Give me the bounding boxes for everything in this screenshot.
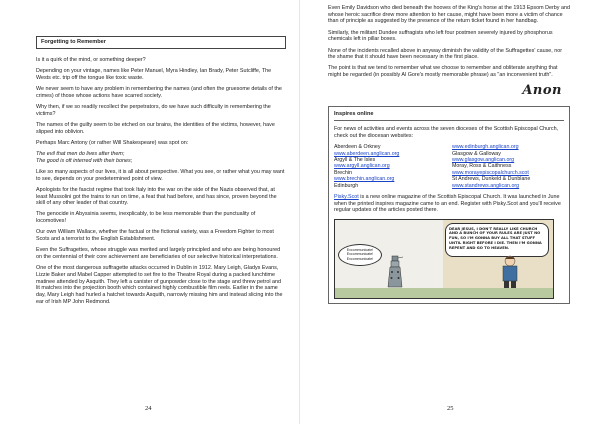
paragraph: Even Emily Davidson who died beneath the hooves of the King's horse at the 1913 Epsom Derby and whose heroic sacrifice drew more attention to her cause, might have been more a victim of chance than of principle as suggested by the presence of the return ticket found in her handbag. <box>328 5 570 25</box>
diocese-link[interactable]: www.glasgow.anglican.org <box>452 157 515 164</box>
inspires-online-box <box>328 106 570 303</box>
paragraph: Why then, if we so readily recollect the perpetrators, do we have such difficulty in remembering the victims? <box>36 104 271 117</box>
diocese-list <box>334 144 564 189</box>
inspires-intro: For news of activities and events across the seven dioceses of the Scottish Episcopal Church, check out the diocesan websites: <box>334 126 559 140</box>
person-speech-bubble: DEAR JESUS, I DON'T REALLY LIKE CHURCH AND A BUNCH OF YOUR RULES ARE JUST NO FUN, SO I'M GONNA BUY ALL THAT STUFF UNTIL RIGHT BEFORE I DIE. THEN I'M GONNA REPENT AND GO TO HEAVEN. <box>445 223 549 257</box>
diocese-link[interactable]: www.argyll.anglican.org <box>334 163 390 170</box>
dalek-icon <box>387 254 403 288</box>
diocese-link[interactable]: www.brechin.anglican.org <box>334 176 395 183</box>
paragraph: Apologists for the fascist regime that took Italy into the war on the side of the Nazis observed that, at least Mussolini got the trains to run on time, a feat that had before, and has since, proven beyond the skill of any other leader of that country. <box>36 186 277 207</box>
cartoon-image <box>334 219 554 299</box>
paragraph: The genocide in Abyssinia seems, inexplicably, to be less memorable than the punctuality of locomotives! <box>36 211 256 225</box>
paragraph: One of the most dangerous suffragette attacks occurred in Dublin in 1912. Mary Leigh, Gladys Evans, Lizzie Baker and Mabel Capper attempted to set fire to the Theatre Royal during a packed lunchtime matinee attended by Asquith. They left a canister of gunpowder close to the stage and threw petrol and lit matches into the projection booth which contained highly combustible film reels. Earlier in the same day, Mary Leigh had hurled a hatchet towards Asquith, narrowly missing him and instead slicing into the ear of Irish MP John Redmond. <box>36 265 283 305</box>
section-header-forgetting: Forgetting to Remember <box>36 36 286 49</box>
paragraph: We never seem to have any problem in remembering the names (and often the gruesome details of the crimes) of those whose actions have scarred society. <box>36 86 282 99</box>
diocese-name: Argyll & The Isles <box>334 157 376 164</box>
paragraph: Like so many aspects of our lives, it is all about perspective. What you see, or rather what you may want to see, depends on your predetermined point of view. <box>36 168 285 182</box>
dalek-speech-bubble: Excommunicate! Excommunicate! Excommunicate! <box>338 244 382 266</box>
quotation <box>36 151 286 164</box>
right-page <box>300 0 600 424</box>
quotation-line: The evil that men do lives after them; <box>36 151 125 158</box>
paragraph: Our own William Wallace, whether the factual or the fictional variety, was a Freedom Fighter to most Scots and a terrorist to the English Establishment. <box>36 229 274 243</box>
page-number-right: 25 <box>447 405 454 412</box>
paragraph: The names of the guilty seem to be etched on our brains, the identities of the victims, however, have slipped into oblivion. <box>36 121 275 135</box>
diocese-name: Aberdeen & Orkney <box>334 144 381 151</box>
diocese-link[interactable]: www.edinburgh.anglican.org <box>452 144 519 151</box>
diocese-link[interactable]: www.morayepiscopalchurch.scot <box>452 169 529 176</box>
pisky-paragraph <box>334 194 564 214</box>
diocese-name: Edinburgh <box>334 182 359 189</box>
signature: Anon <box>522 83 562 99</box>
paragraph: Depending on your vintage, names like Peter Manuel, Myra Hindley, Ian Brady, Peter Sutcliffe, The Wests etc. trip off the tongue like toxic waste. <box>36 68 272 81</box>
paragraph: Similarly, the militant Dundee suffragists who left four postmen severely injured by phosphorus chemicals left in pillar boxes. <box>328 29 553 43</box>
paragraph: Perhaps Marc Antony (or rather Will Shakespeare) was spot on: <box>36 139 189 146</box>
pisky-link[interactable]: Pisky.Scot <box>334 194 359 201</box>
section-header-inspires: Inspires online <box>334 111 564 121</box>
paragraph: Even the Suffragettes, whose struggle was merited and largely principled and who are being honoured on the centennial of their core achievement are beneficiaries of our selective historical interpretations. <box>36 247 281 260</box>
diocese-name: Glasgow & Galloway <box>452 150 501 157</box>
page-number-left: 24 <box>145 405 152 412</box>
paragraph: Is it a quirk of the mind, or something deeper? <box>36 57 146 63</box>
diocese-name: St Andrews, Dunkeld & Dunblane <box>452 176 531 183</box>
cartoon-floor <box>335 288 553 298</box>
diocese-name: Moray, Ross & Caithness <box>452 163 512 170</box>
paragraph: None of the incidents recalled above in anyway diminish the validity of the Suffragettes' cause, nor the shame that it should have been necessary in the first place. <box>328 47 563 61</box>
diocese-name: Brechin <box>334 169 352 176</box>
diocese-link[interactable]: www.standrews.anglican.org <box>452 182 520 189</box>
diocese-link[interactable]: www.aberdeen.anglican.org <box>334 150 400 157</box>
quotation-line: The good is oft interred with their bones; <box>36 157 133 164</box>
person-icon <box>497 254 523 288</box>
paragraph: The point is that we tend to remember what we choose to remember and obliterate anything that might be regarded (in possibly Al Gore's mostly memorable phrase) as "an inconvenient truth". <box>328 65 558 79</box>
pisky-text: is a new online magazine of the Scottish Episcopal Church. It was launched in June when the printed inspires magazine came to an end. Register with Pisky.Scot and you'll receive regular updates of the articles posted there. <box>334 194 561 214</box>
